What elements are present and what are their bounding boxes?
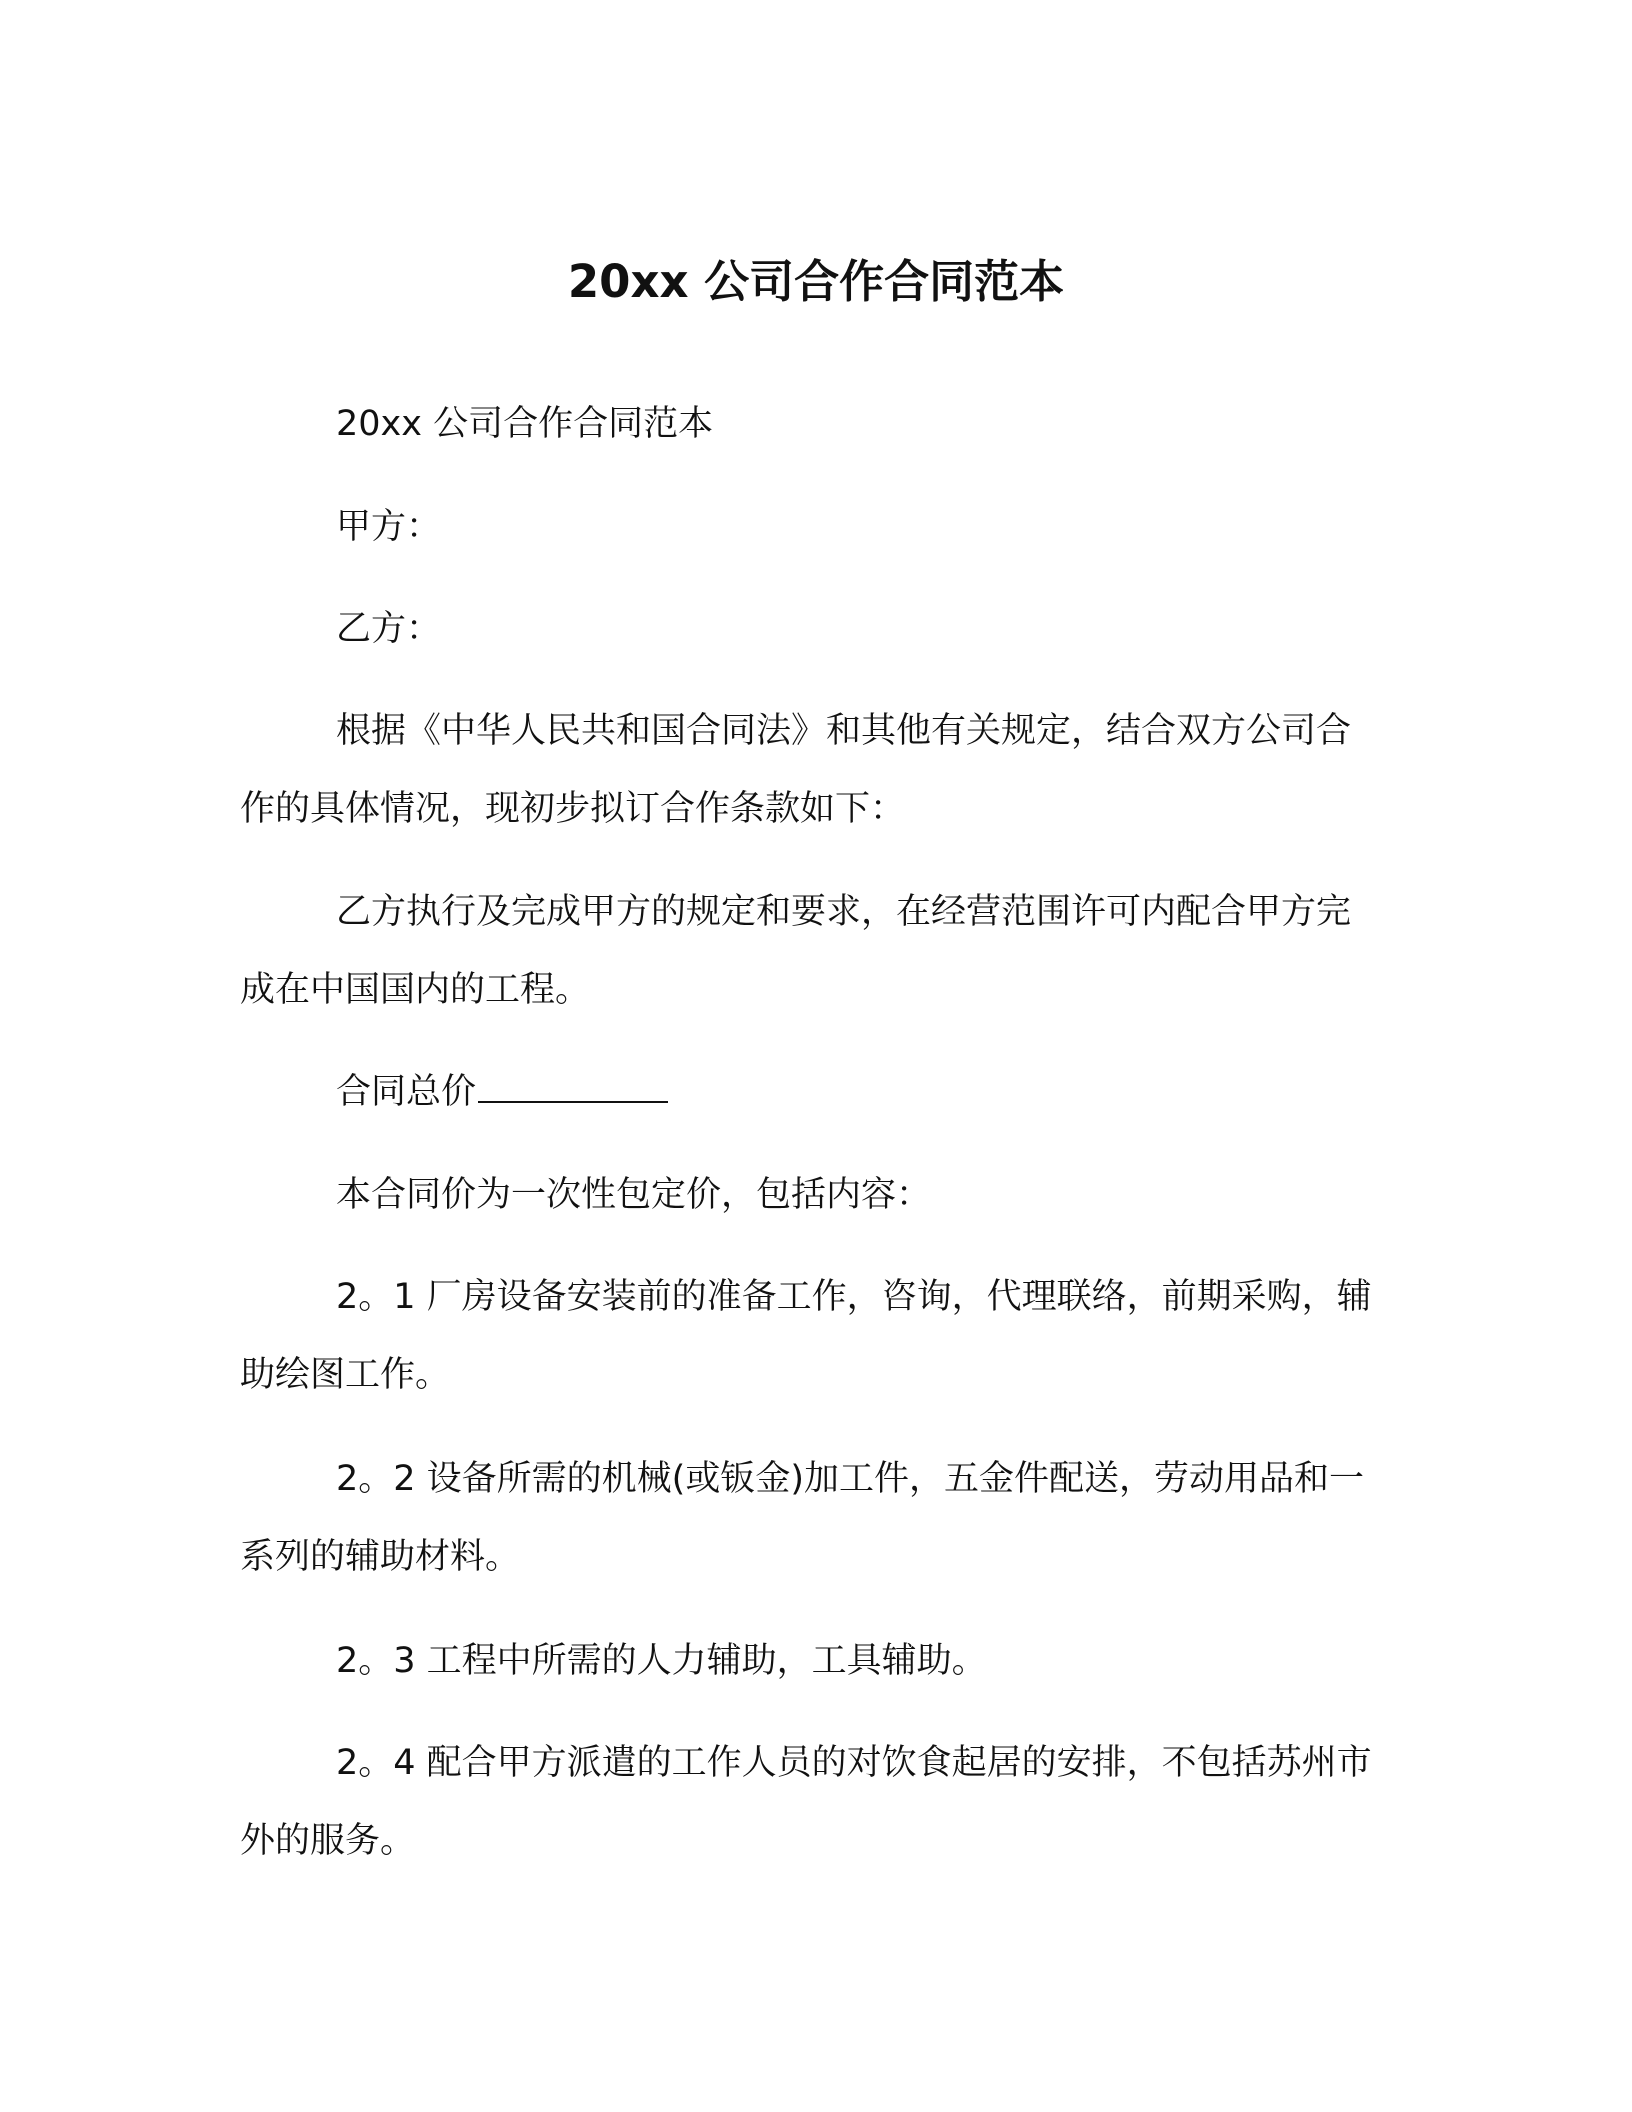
subtitle-paragraph: 20xx 公司合作合同范本: [336, 404, 714, 444]
party-b-line: 乙方：: [336, 609, 442, 649]
total-price-blank[interactable]: [478, 1071, 668, 1103]
item-2-3-paragraph: 2。3 工程中所需的人力辅助，工具辅助。: [336, 1641, 987, 1681]
scope-paragraph: 乙方执行及完成甲方的规定和要求，在经营范围许可内配合甲方完成在中国国内的工程。: [240, 892, 1352, 1010]
total-price-line: [240, 1053, 1385, 1131]
item-2-4-paragraph: 2。4 配合甲方派遣的工作人员的对饮食起居的安排，不包括苏州市外的服务。: [240, 1743, 1372, 1861]
price-note-paragraph: 本合同价为一次性包定价，包括内容：: [336, 1175, 932, 1215]
party-a-line: 甲方：: [336, 507, 442, 547]
total-price-label: 合同总价: [336, 1072, 477, 1112]
intro-paragraph: 根据《中华人民共和国合同法》和其他有关规定，结合双方公司合作的具体情况，现初步拟订合作条款如下：: [240, 711, 1352, 829]
item-2-1-paragraph: 2。1 厂房设备安装前的准备工作，咨询，代理联络，前期采购，辅助绘图工作。: [240, 1277, 1372, 1395]
document-title: 20xx 公司合作合同范本: [567, 255, 1065, 309]
item-2-2-paragraph: 2。2 设备所需的机械(或钣金)加工件，五金件配送，劳动用品和一系列的辅助材料。: [240, 1459, 1364, 1577]
